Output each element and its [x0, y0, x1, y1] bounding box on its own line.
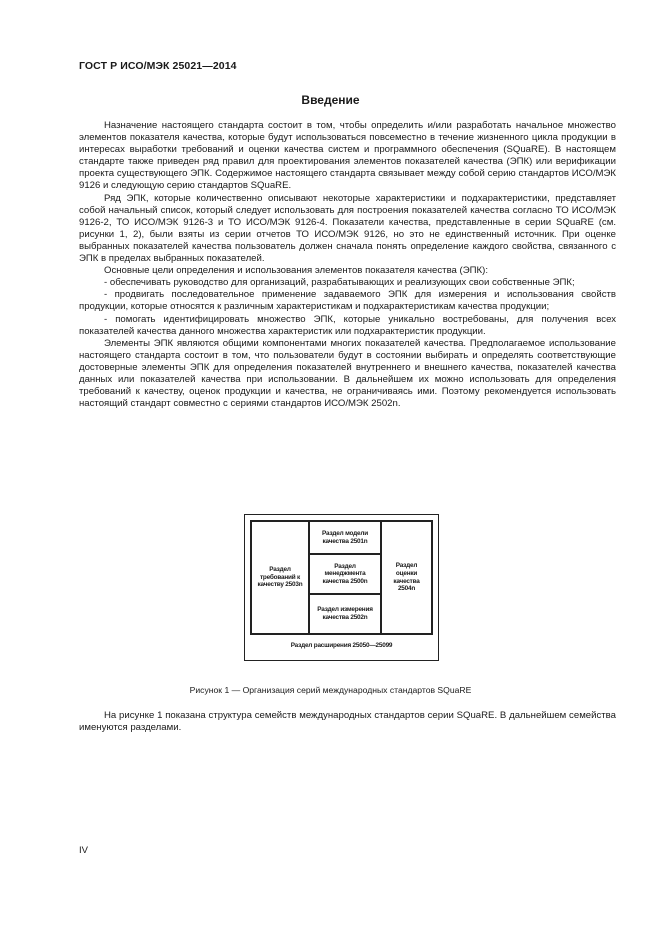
paragraph: Ряд ЭПК, которые количественно описывают некоторые характеристики и подхарактеристики, представляет собой начальный список, который следует использовать для построения показателей качества согласно ТО ИСО/МЭК 9126-2, ТО ИСО/МЭК 9126-3 и ТО ИСО/МЭК 9126-4. Показатели качества, представленные в серии SQuaRE (см. рисунки 1, 2), были взяты из серии отчетов ТО ИСО/МЭК 9126, но это не единственный источник. При оценке выбранных показателей качества пользователь должен сначала понять определение каждого свойства, связанного с ЭПК в пределах выбранных показателей. [79, 192, 616, 265]
management-division [310, 555, 380, 595]
paragraph: Назначение настоящего стандарта состоит в том, чтобы определить и/или разработать начальное множество элементов показателя качества, которые будут использоваться повсеместно в течение жизненного цикла продукции в интересах выработки требований и оценки качества систем и программного обеспечения (SQuaRE). В настоящем стандарте также приведен ряд правил для проектирования элементов показателей качества (ЭПК) или верификации проекта существующего ЭПК. Содержимое настоящего стандарта связывает между собой серию стандартов ИСО/МЭК 9126 и следующую серию стандартов SQuaRE. [79, 120, 616, 192]
middle-column [310, 522, 380, 633]
paragraph: Элементы ЭПК являются общими компонентами многих показателей качества. Предполагаемое использование настоящего стандарта состоит в том, что пользователи будут в состоянии выбирать и определять соответствующие достоверные элементы ЭПК для определения показателей внутреннего и внешнего качества, показателей качества данных или показателей качества при использовании. В дальнейшем их можно использовать для определения требований к качеству, оценок продукции и качества, не ограничиваясь ими. Поэтому рекомендуется использовать настоящий стандарт совместно с сериями стандартов ИСО/МЭК 2502n. [79, 337, 616, 410]
measurement-division-label: Раздел измерения качества 2502n [317, 606, 373, 621]
requirements-division-label: Раздел требований к качеству 2503n [257, 566, 303, 589]
intro-text [79, 120, 616, 410]
management-division-label: Раздел менеджмента качества 2500n [322, 562, 368, 585]
page-number: IV [79, 845, 88, 856]
list-item: - продвигать последовательное применение задаваемого ЭПК для измерения и использования свойств продукции, которые относятся к различным характеристикам и подхарактеристикам качества продукции; [79, 289, 616, 313]
after-figure-text [79, 710, 616, 734]
requirements-division [252, 522, 310, 633]
measurement-division [310, 595, 380, 633]
figure-caption: Рисунок 1 — Организация серий международных стандартов SQuaRE [189, 685, 472, 695]
paragraph: На рисунке 1 показана структура семейств международных стандартов серии SQuaRE. В дальнейшем семейства именуются разделами. [79, 710, 616, 734]
extension-division-label: Раздел расширения 25050—25099 [290, 642, 393, 650]
evaluation-division [380, 522, 431, 633]
diagram-inner-frame [250, 520, 433, 635]
model-division-label: Раздел модели качества 2501n [322, 529, 368, 545]
evaluation-division-label: Раздел оценки качества 2504n [393, 562, 420, 593]
paragraph: Основные цели определения и использования элементов показателя качества (ЭПК): [104, 265, 488, 277]
section-title: Введение [301, 93, 360, 107]
square-diagram [244, 514, 439, 661]
model-division [310, 522, 380, 555]
extension-division [250, 639, 433, 653]
list-item: - обеспечивать руководство для организаций, разрабатывающих и реализующих свои собственные ЭПК; [104, 277, 575, 289]
document-header: ГОСТ Р ИСО/МЭК 25021—2014 [79, 60, 237, 72]
list-item: - помогать идентифицировать множество ЭПК, которые уникально востребованы, для получения всех показателей качества данного множества характеристик или подхарактеристик продукции. [79, 313, 616, 337]
